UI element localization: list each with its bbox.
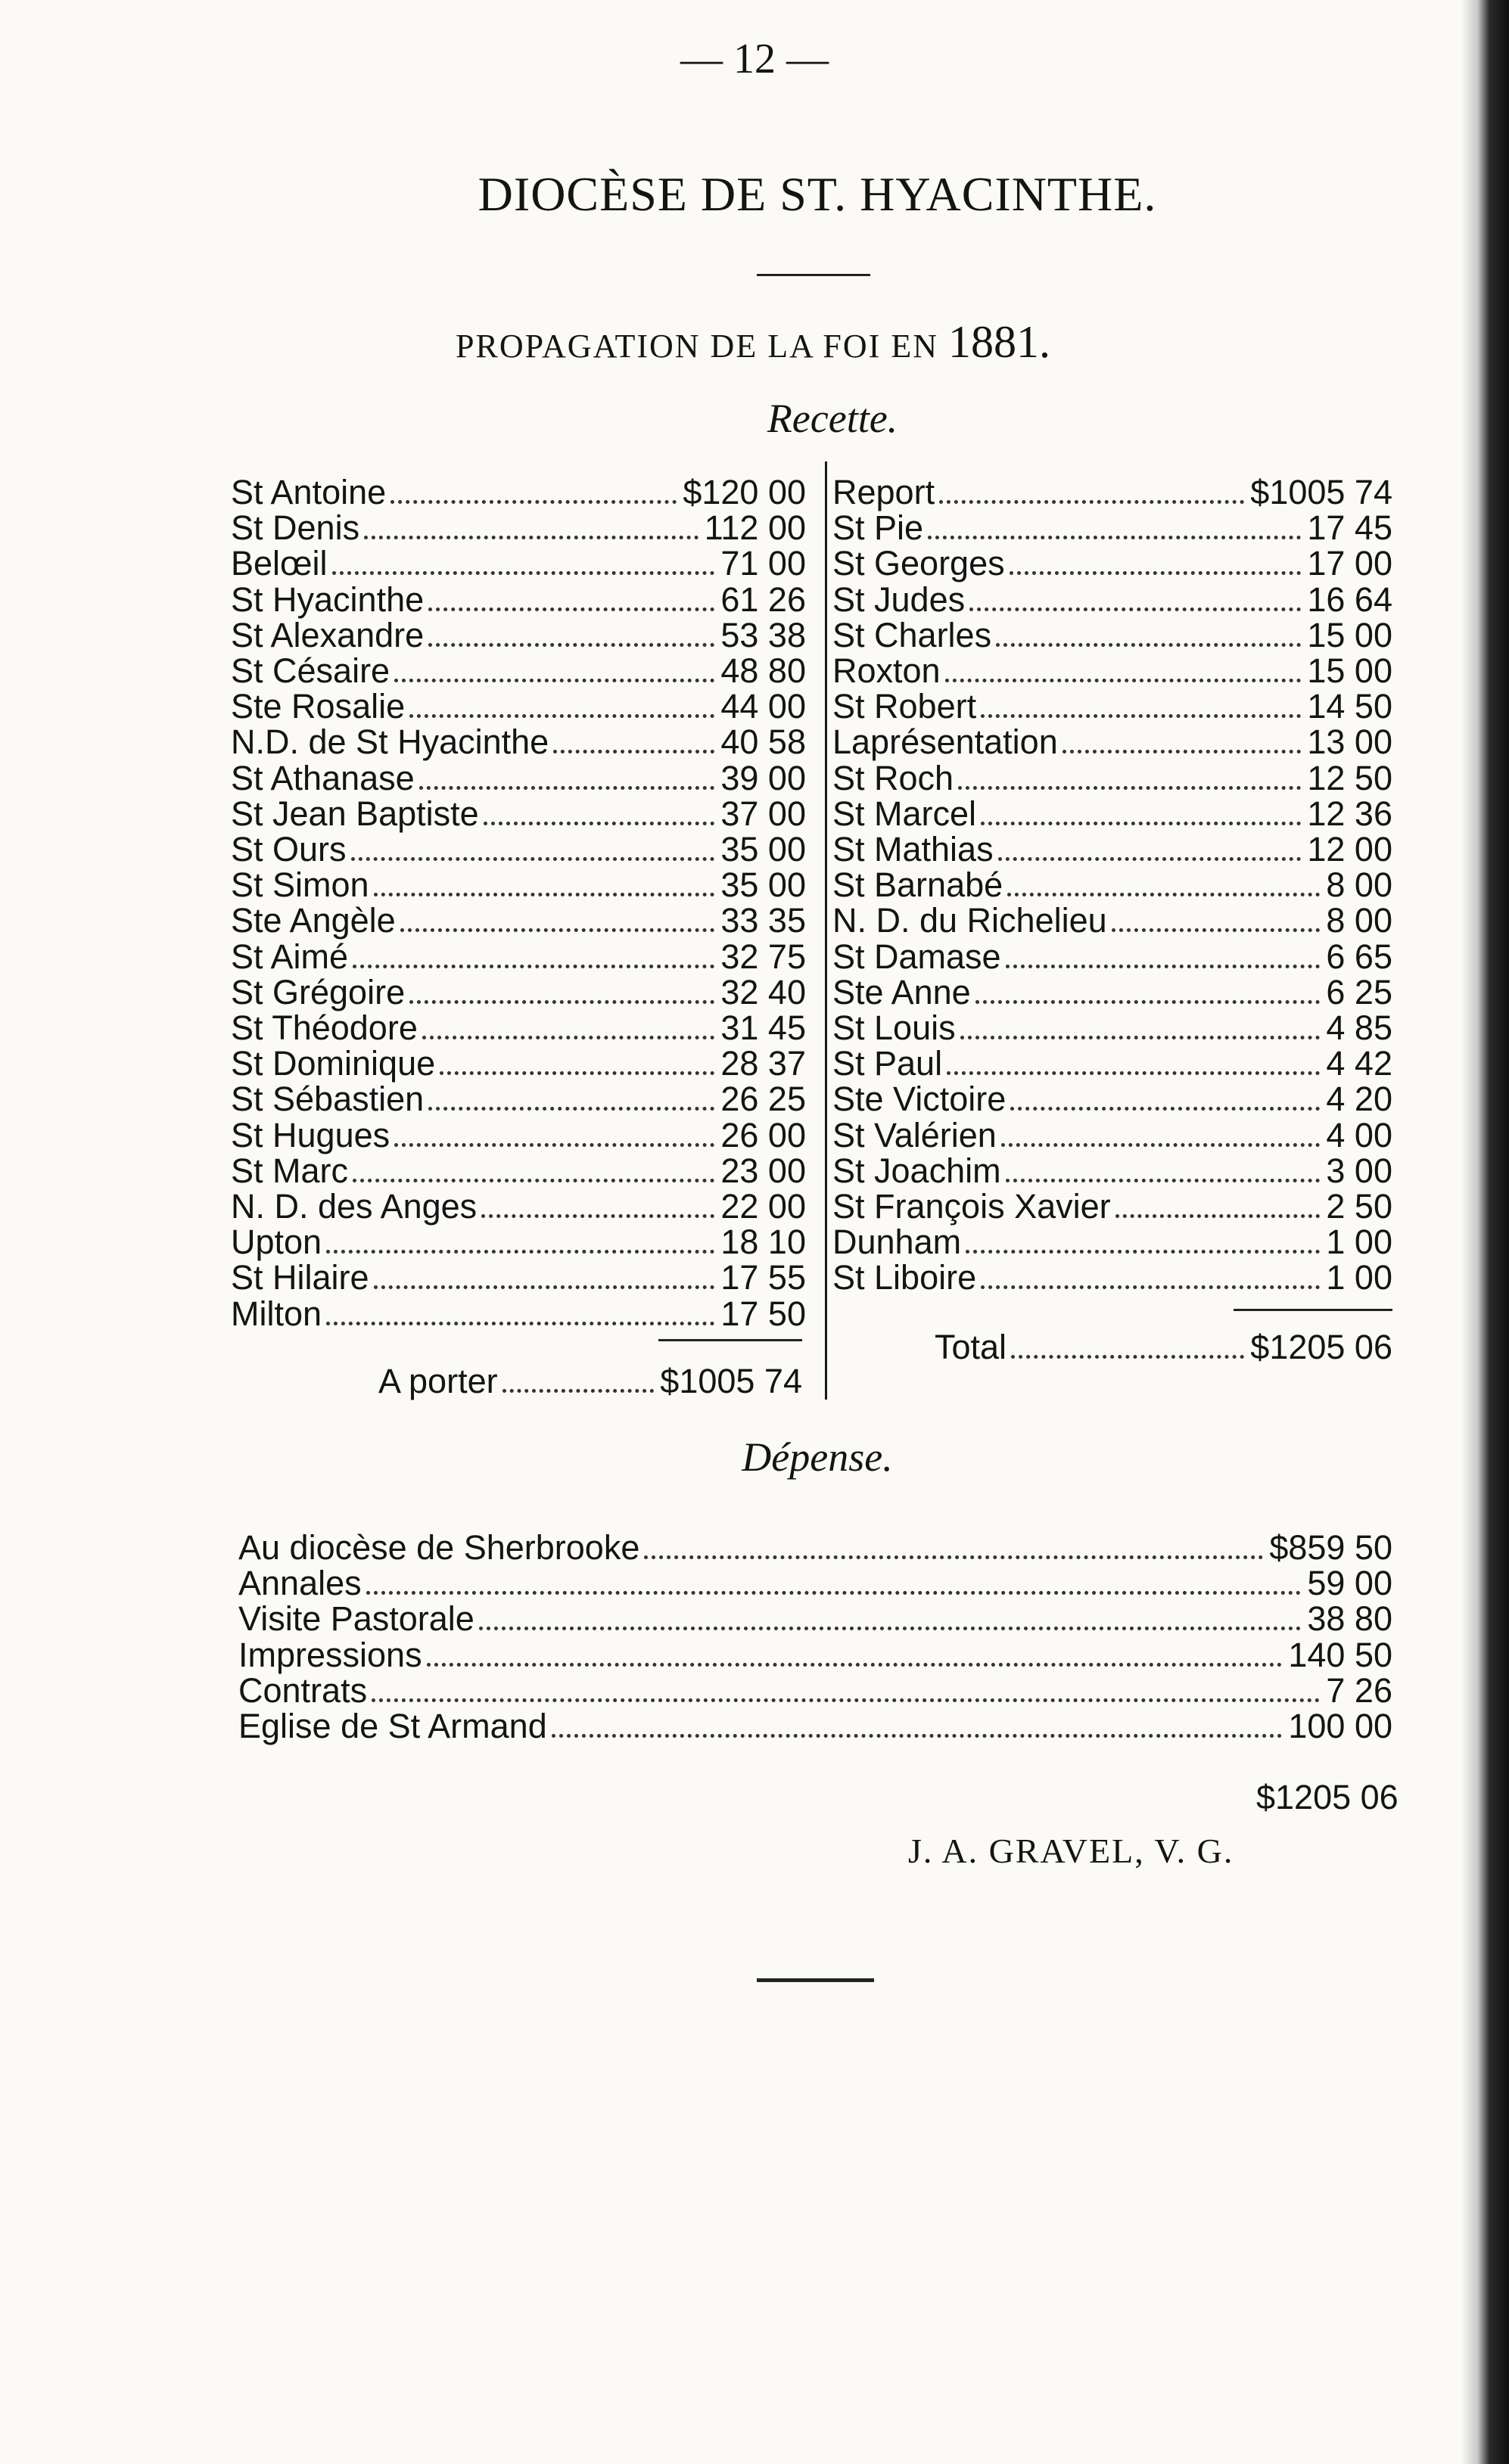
ledger-row	[832, 794, 1392, 831]
ledger-row	[231, 1044, 806, 1083]
leader-dots	[332, 571, 715, 575]
ledger-row	[832, 1080, 1392, 1119]
ledger-row	[832, 1116, 1392, 1152]
ledger-amount: 38 80	[1307, 1599, 1392, 1639]
ledger-amount: 112 00	[704, 508, 806, 548]
ledger-row	[231, 651, 806, 688]
page-number: — 12 —	[680, 36, 829, 82]
ledger-amount: $1005 74	[1250, 473, 1392, 511]
ledger-amount: 31 45	[720, 1008, 806, 1047]
ledger-amount: 39 00	[720, 758, 806, 797]
subtitle-year: 1881.	[947, 317, 1050, 367]
ledger-row	[231, 1187, 806, 1226]
leader-dots	[394, 1143, 714, 1147]
leader-dots	[326, 1322, 714, 1325]
ledger-row	[231, 794, 806, 831]
ledger-row	[832, 473, 1392, 509]
ledger-amount: 4 85	[1326, 1008, 1392, 1047]
ledger-name: St Antoine	[231, 473, 387, 511]
leader-dots	[644, 1555, 1263, 1559]
ledger-row	[832, 722, 1392, 762]
ledger-amount: 71 00	[720, 544, 806, 583]
leader-dots	[975, 1000, 1321, 1004]
ledger-row	[231, 473, 806, 509]
leader-dots	[400, 928, 715, 932]
signature: J. A. GRAVEL, V. G.	[908, 1832, 1234, 1870]
ledger-name: N. D. du Richelieu	[832, 901, 1107, 940]
ledger-name: Milton	[231, 1294, 322, 1333]
ledger-row	[832, 651, 1392, 688]
leader-dots	[428, 1107, 714, 1111]
ledger-row	[231, 687, 806, 726]
ledger-row	[231, 1294, 806, 1331]
ledger-amount: 6 25	[1326, 972, 1392, 1011]
ledger-amount: 8 00	[1326, 901, 1392, 940]
ledger-amount: 59 00	[1307, 1564, 1392, 1603]
ledger-name: Upton	[231, 1223, 322, 1262]
ledger-row	[231, 580, 806, 617]
ledger-row	[238, 1707, 1392, 1743]
ledger-name: St Louis	[832, 1008, 956, 1047]
ledger-row	[231, 830, 806, 866]
ledger-amount: 26 25	[720, 1080, 806, 1119]
ledger-name: Visite Pastorale	[238, 1599, 474, 1639]
ledger-name: St Simon	[231, 865, 369, 905]
ledger-row	[832, 544, 1392, 583]
ledger-row	[231, 1116, 806, 1152]
leader-dots	[996, 643, 1301, 647]
ledger-name: St Hyacinthe	[231, 579, 425, 619]
leader-dots	[428, 643, 714, 647]
leader-dots	[326, 1250, 714, 1254]
ledger-row	[832, 1223, 1392, 1262]
leader-dots	[1112, 928, 1321, 932]
ledger-row	[231, 1223, 806, 1262]
ledger-name: St Valérien	[832, 1115, 997, 1154]
ledger-name: St Georges	[832, 544, 1005, 583]
ledger-amount: 1 00	[1326, 1223, 1392, 1262]
ledger-name: St Pie	[832, 508, 924, 548]
ledger-amount: 2 50	[1326, 1187, 1392, 1226]
ledger-amount: 1 00	[1326, 1258, 1392, 1297]
ledger-row	[832, 830, 1392, 866]
ledger-name: St Paul	[832, 1044, 943, 1083]
ledger-name: St Hugues	[231, 1115, 390, 1154]
leader-dots	[353, 965, 714, 968]
leader-dots	[1006, 1179, 1321, 1182]
ledger-amount: 140 50	[1288, 1635, 1392, 1674]
subtitle-text: PROPAGATION DE LA FOI EN	[456, 328, 938, 365]
ledger-amount: 61 26	[720, 579, 806, 619]
ledger-name: Ste Victoire	[832, 1080, 1007, 1119]
ledger-name: Ste Angèle	[231, 901, 396, 940]
ledger-name: St Liboire	[832, 1258, 977, 1297]
leader-dots	[966, 1250, 1320, 1254]
ledger-amount: 17 50	[720, 1294, 806, 1333]
leader-dots	[945, 679, 1302, 682]
ledger-name: St Marcel	[832, 794, 977, 833]
ledger-amount: 4 20	[1326, 1080, 1392, 1119]
ledger-amount: 44 00	[720, 687, 806, 726]
leader-dots	[502, 1389, 655, 1393]
ledger-row	[832, 759, 1392, 795]
leader-dots	[552, 1734, 1283, 1738]
ledger-name: St Aimé	[231, 937, 349, 976]
ledger-name: St Hilaire	[231, 1258, 369, 1297]
leader-dots	[481, 1214, 714, 1218]
ledger-amount: 12 36	[1307, 794, 1392, 833]
ledger-amount: 16 64	[1307, 579, 1392, 619]
ledger-name: St Mathias	[832, 830, 994, 868]
right-total-label: Total	[935, 1328, 1007, 1366]
ledger-amount: 15 00	[1307, 651, 1392, 690]
leader-dots	[1010, 571, 1302, 575]
leader-dots	[1007, 893, 1320, 896]
right-total-amount: $1205 06	[1250, 1328, 1392, 1366]
ledger-name: Roxton	[832, 651, 941, 690]
ledger-amount: 12 50	[1307, 758, 1392, 797]
ledger-amount: 26 00	[720, 1115, 806, 1154]
ledger-row	[832, 580, 1392, 617]
ledger-row	[832, 1044, 1392, 1083]
ledger-name: St Grégoire	[231, 972, 406, 1011]
title-divider	[757, 274, 870, 276]
ledger-name: St Ours	[231, 830, 347, 868]
ledger-amount: 14 50	[1307, 687, 1392, 726]
ledger-amount: 23 00	[720, 1151, 806, 1190]
ledger-name: Belœil	[231, 544, 328, 583]
ledger-name: St Césaire	[231, 651, 390, 690]
ledger-name: St Judes	[832, 579, 966, 619]
left-total-label: A porter	[378, 1362, 498, 1400]
ledger-amount: 28 37	[720, 1044, 806, 1083]
ledger-name: St Denis	[231, 508, 360, 548]
ledger-row	[238, 1599, 1392, 1639]
ledger-row	[231, 1258, 806, 1297]
page-title: DIOCÈSE DE ST. HYACINTHE.	[478, 167, 1157, 221]
ledger-row	[231, 973, 806, 1009]
leader-dots	[409, 714, 714, 718]
leader-dots	[553, 750, 714, 753]
subtitle	[0, 316, 1506, 368]
ledger-name: Annales	[238, 1564, 362, 1603]
ledger-row	[231, 1008, 806, 1045]
ledger-row	[231, 722, 806, 762]
ledger-amount: 100 00	[1288, 1707, 1392, 1745]
leader-dots	[374, 893, 715, 896]
leader-dots	[374, 1285, 715, 1289]
ledger-name: St Théodore	[231, 1008, 418, 1047]
leader-dots	[351, 857, 715, 861]
ledger-name: Au diocèse de Sherbrooke	[238, 1528, 640, 1567]
ledger-name: St Alexandre	[231, 615, 425, 654]
leader-dots	[440, 1071, 714, 1075]
ledger-row	[832, 937, 1392, 974]
ledger-row	[231, 508, 806, 548]
ledger-row	[832, 508, 1392, 548]
ledger-amount: 32 75	[720, 937, 806, 976]
ledger-amount: 3 00	[1326, 1151, 1392, 1190]
leader-dots	[960, 1036, 1321, 1039]
ledger-row	[238, 1670, 1392, 1710]
ledger-row	[832, 1008, 1392, 1045]
leader-dots	[427, 1663, 1283, 1667]
ledger-row	[832, 687, 1392, 726]
leader-dots	[958, 786, 1301, 790]
leader-dots	[422, 1036, 715, 1039]
ledger-amount: 35 00	[720, 830, 806, 868]
ledger-amount: 48 80	[720, 651, 806, 690]
ledger-row	[832, 616, 1392, 652]
ledger-name: St Marc	[231, 1151, 349, 1190]
ledger-amount: 8 00	[1326, 865, 1392, 905]
ledger-amount: 53 38	[720, 615, 806, 654]
ledger-row	[231, 1080, 806, 1119]
ledger-name: Ste Rosalie	[231, 687, 406, 726]
ledger-amount: 22 00	[720, 1187, 806, 1226]
ledger-row	[231, 759, 806, 795]
ledger-name: St Charles	[832, 615, 992, 654]
ledger-name: St Damase	[832, 937, 1001, 976]
ledger-row	[231, 544, 806, 583]
ledger-amount: 32 40	[720, 972, 806, 1011]
ledger-amount: 17 45	[1307, 508, 1392, 548]
leader-dots	[479, 1627, 1302, 1630]
ledger-name: St Robert	[832, 687, 977, 726]
ledger-name: N. D. des Anges	[231, 1187, 478, 1226]
leader-dots	[928, 536, 1301, 539]
leader-dots	[353, 1179, 714, 1182]
ledger-amount: 13 00	[1307, 722, 1392, 762]
ledger-amount: 6 65	[1326, 937, 1392, 976]
ledger-amount: 37 00	[720, 794, 806, 833]
ledger-name: Ste Anne	[832, 972, 971, 1011]
ledger-row	[231, 616, 806, 652]
leader-dots	[390, 500, 677, 504]
ledger-amount: 17 55	[720, 1258, 806, 1297]
leader-dots	[1115, 1214, 1321, 1218]
leader-dots	[998, 857, 1302, 861]
leader-dots	[1001, 1143, 1321, 1147]
left-total-row	[378, 1362, 802, 1398]
recette-heading: Recette.	[767, 396, 898, 441]
depense-heading: Dépense.	[742, 1434, 893, 1480]
ledger-row	[231, 937, 806, 974]
ledger-row	[231, 901, 806, 940]
leader-dots	[981, 714, 1301, 718]
ledger-amount: 15 00	[1307, 615, 1392, 654]
ledger-row	[238, 1564, 1392, 1603]
ledger-name: St Sébastien	[231, 1080, 425, 1119]
ledger-row	[832, 901, 1392, 940]
ledger-amount: 40 58	[720, 722, 806, 762]
leader-dots	[969, 607, 1301, 611]
leader-dots	[364, 536, 698, 539]
ledger-name: St Joachim	[832, 1151, 1001, 1190]
leader-dots	[1006, 965, 1321, 968]
ledger-name: Eglise de St Armand	[238, 1707, 547, 1745]
ledger-row	[832, 1258, 1392, 1297]
ledger-row	[832, 973, 1392, 1009]
left-total-amount: $1005 74	[660, 1362, 802, 1400]
page-edge-scan	[1461, 0, 1509, 2464]
ledger-row	[238, 1636, 1392, 1672]
ledger-name: Contrats	[238, 1670, 368, 1710]
closing-divider	[757, 1978, 874, 1982]
ledger-name: Dunham	[832, 1223, 962, 1262]
leader-dots	[1063, 750, 1302, 753]
leader-dots	[981, 1285, 1320, 1289]
ledger-name: N.D. de St Hyacinthe	[231, 722, 549, 762]
ledger-amount: 4 00	[1326, 1115, 1392, 1154]
ledger-row	[832, 1187, 1392, 1226]
ledger-row	[238, 1528, 1392, 1567]
ledger-amount: 12 00	[1307, 830, 1392, 868]
leader-dots	[1011, 1355, 1244, 1359]
expenses-total: $1205 06	[1256, 1778, 1399, 1816]
leader-dots	[939, 500, 1244, 504]
leader-dots	[981, 822, 1301, 825]
leader-dots	[394, 679, 714, 682]
ledger-name: Report	[832, 473, 935, 511]
ledger-amount: $120 00	[683, 473, 806, 511]
ledger-name: St Barnabé	[832, 865, 1003, 905]
right-total-rule	[1234, 1309, 1392, 1311]
ledger-amount: $859 50	[1269, 1528, 1392, 1567]
ledger-row	[832, 865, 1392, 905]
ledger-row	[231, 1151, 806, 1188]
ledger-amount: 17 00	[1307, 544, 1392, 583]
leader-dots	[372, 1698, 1320, 1702]
ledger-amount: 18 10	[720, 1223, 806, 1262]
ledger-row	[231, 865, 806, 905]
ledger-name: Laprésentation	[832, 722, 1058, 762]
leader-dots	[409, 1000, 714, 1004]
leader-dots	[947, 1071, 1320, 1075]
leader-dots	[419, 786, 715, 790]
ledger-name: Impressions	[238, 1635, 422, 1674]
ledger-name: St François Xavier	[832, 1187, 1111, 1226]
leader-dots	[1010, 1107, 1320, 1111]
ledger-amount: 35 00	[720, 865, 806, 905]
leader-dots	[484, 822, 715, 825]
column-divider	[825, 461, 827, 1400]
ledger-row	[832, 1151, 1392, 1188]
leader-dots	[366, 1591, 1302, 1595]
ledger-name: St Jean Baptiste	[231, 794, 479, 833]
ledger-amount: 33 35	[720, 901, 806, 940]
ledger-name: St Dominique	[231, 1044, 436, 1083]
right-total-row	[935, 1328, 1392, 1364]
ledger-amount: 7 26	[1326, 1670, 1392, 1710]
ledger-name: St Roch	[832, 758, 954, 797]
left-subtotal-rule	[658, 1339, 802, 1341]
ledger-name: St Athanase	[231, 758, 415, 797]
ledger-amount: 4 42	[1326, 1044, 1392, 1083]
leader-dots	[428, 607, 714, 611]
